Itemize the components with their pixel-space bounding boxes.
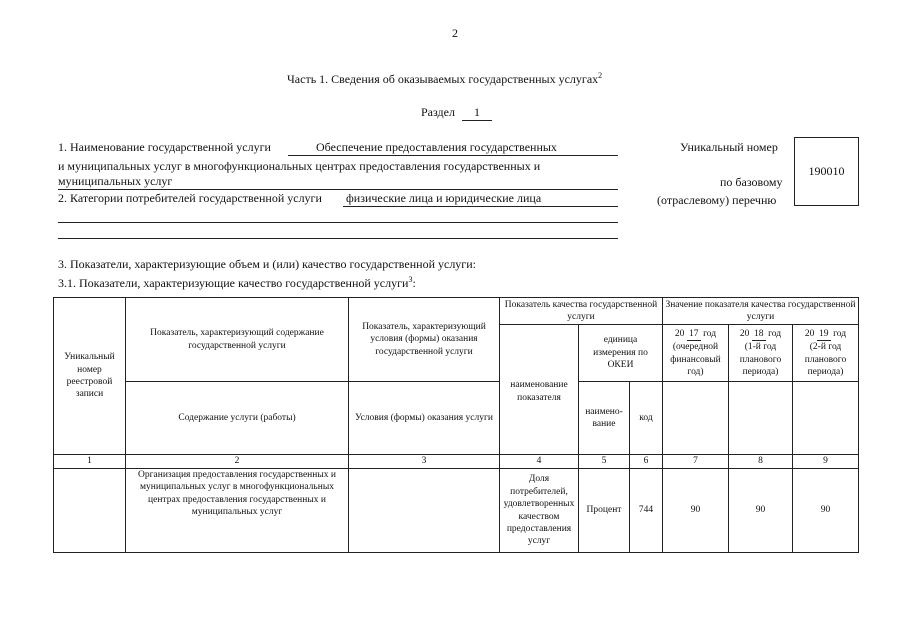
col-number: 1 [54, 455, 126, 469]
service-name-label: 1. Наименование государственной услуги [58, 140, 271, 154]
col-number: 5 [579, 455, 630, 469]
col-number: 3 [349, 455, 500, 469]
year-2-note: (1-й год планового периода) [739, 342, 782, 377]
service-name-value-1: Обеспечение предоставления государственных [316, 140, 557, 154]
header-values: Значение показателя качества государственной услуги [663, 298, 859, 325]
col-number: 4 [500, 455, 579, 469]
header-value-3-empty [793, 382, 859, 455]
header-conditions: Показатель, характеризующий условия (формы) оказания государственной услуги [349, 298, 500, 382]
header-conditions-sub: Условия (формы) оказания услуги [349, 382, 500, 455]
row-value-2: 90 [729, 469, 793, 553]
quality-heading-text: 3.1. Показатели, характеризующие качество государственной услуги [58, 276, 409, 290]
section [421, 105, 492, 121]
service-name-value-2: и муниципальных услуг в многофункциональных центрах предоставления государственных и [58, 159, 541, 173]
quality-heading: 3.1. Показатели, характеризующие качество государственной услуги$^3$: [58, 275, 416, 290]
header-content: Показатель, характеризующий содержание государственной услуги [126, 298, 349, 382]
year-1-note: (очередной финансовый год) [670, 342, 721, 377]
header-unit-name: наимено-вание [579, 382, 630, 455]
section-label: Раздел [421, 105, 455, 119]
header-unit: единица измерения по ОКЕИ [579, 325, 663, 382]
unique-number-label-1: Уникальный номер [680, 140, 778, 154]
col-number: 7 [663, 455, 729, 469]
header-year-1: 20 17 год (очередной финансовый год) [663, 325, 729, 382]
col-number: 2 [126, 455, 349, 469]
row-content: Организация предоставления государственных и муниципальных услуг в многофункциональных центрах предоставления государственных и муниципальных услуг [126, 469, 349, 553]
header-indicator-name: наименование показателя [500, 325, 579, 455]
year-2: 18 [752, 328, 766, 341]
indicators-heading: 3. Показатели, характеризующие объем и (или) качество государственной услуги: [58, 257, 476, 271]
unique-number-label-3: (отраслевому) перечню [657, 193, 777, 207]
row-unit-code: 744 [630, 469, 663, 553]
header-quality-indicator: Показатель качества государственной услуги [500, 298, 663, 325]
unique-number-label-2: по базовому [720, 175, 783, 189]
unique-number-value: 190010 [808, 164, 845, 178]
header-value-1-empty [663, 382, 729, 455]
section-number: 1 [462, 105, 492, 121]
column-numbers-row [54, 455, 859, 469]
part-title-footnote: 2 [598, 71, 603, 80]
row-value-3: 90 [793, 469, 859, 553]
col-number: 8 [729, 455, 793, 469]
header-content-sub: Содержание услуги (работы) [126, 382, 349, 455]
row-unique-number [54, 469, 126, 553]
header-year-3: 20 19 год (2-й год планового периода) [793, 325, 859, 382]
header-unit-code: код [630, 382, 663, 455]
row-indicator: Доля потребителей, удовлетворенных качеством предоставления услуг [500, 469, 579, 553]
row-conditions [349, 469, 500, 553]
header-value-2-empty [729, 382, 793, 455]
year-3: 19 [817, 328, 831, 341]
consumers-label: 2. Категории потребителей государственной услуги [58, 191, 322, 205]
page-number: 2 [452, 26, 458, 40]
year-3-note: (2-й год планового периода) [804, 342, 847, 377]
part-title [287, 71, 602, 87]
part-title-text: Часть 1. Сведения об оказываемых государственных услугах [287, 72, 599, 86]
year-1: 17 [687, 328, 701, 341]
quality-heading-footnote: 3 [408, 275, 413, 284]
row-value-1: 90 [663, 469, 729, 553]
unique-number-box [794, 137, 859, 206]
quality-table [53, 297, 859, 553]
header-unique-number: Уникальный номер реестровой записи [54, 298, 126, 455]
consumers-value: физические лица и юридические лица [346, 191, 542, 205]
service-name-value-3: муниципальных услуг [58, 174, 173, 188]
col-number: 9 [793, 455, 859, 469]
col-number: 6 [630, 455, 663, 469]
table-row [54, 469, 859, 553]
row-unit-name: Процент [579, 469, 630, 553]
header-year-2: 20 18 год (1-й год планового периода) [729, 325, 793, 382]
